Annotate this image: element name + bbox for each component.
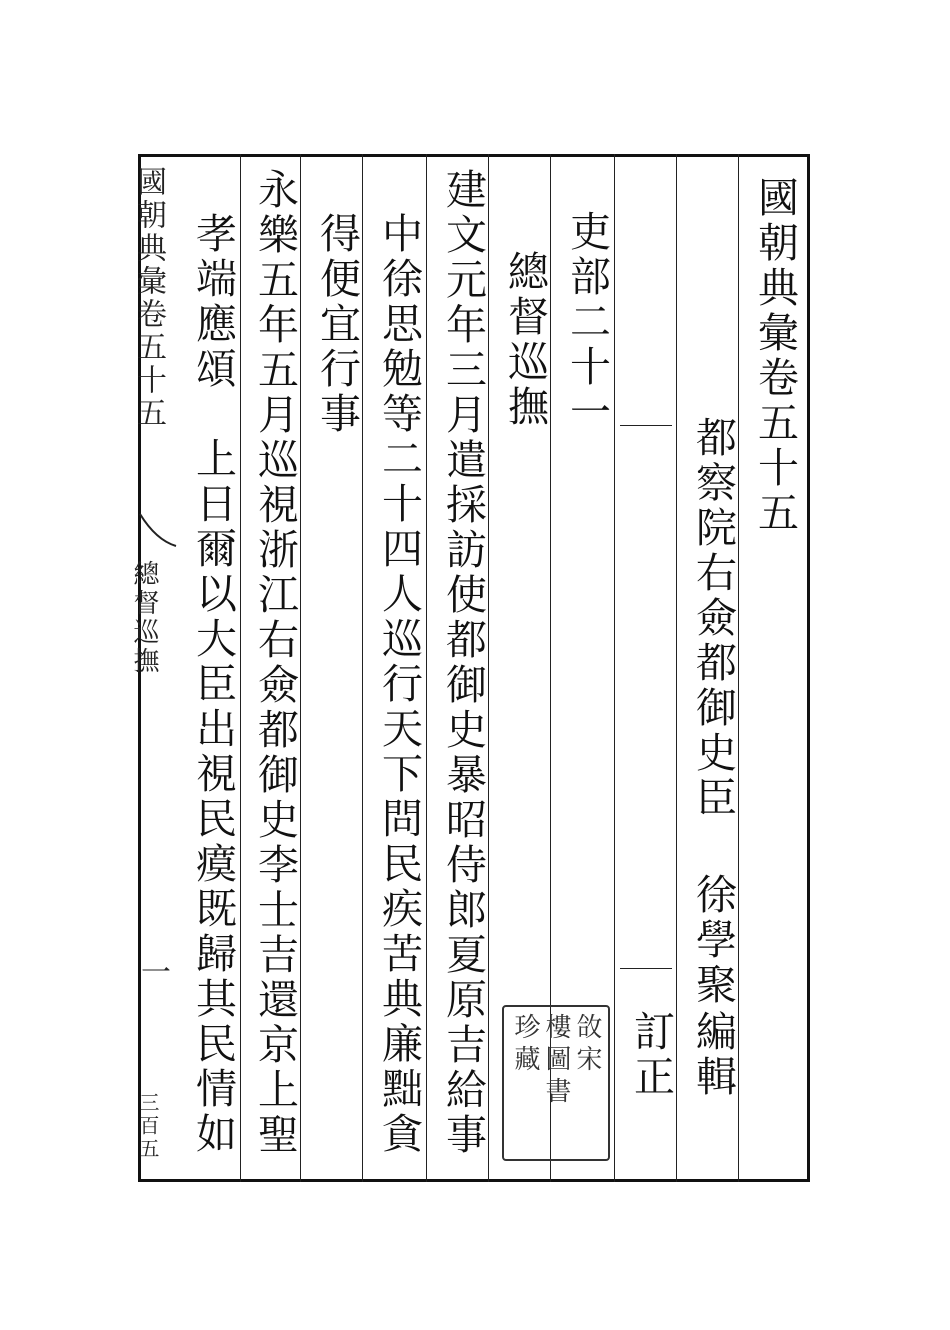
- section-heading: 吏部二十一: [563, 210, 611, 435]
- seal-column-2: 樓圖書: [541, 1013, 571, 1109]
- subsection-heading: 總督巡撫: [501, 250, 549, 430]
- column-rule: [676, 154, 677, 1182]
- volume-title: 國朝典彙卷五十五: [751, 176, 799, 536]
- seal-column-3: 珍藏: [510, 1013, 540, 1077]
- column-rule: [614, 154, 615, 1182]
- author-role: 編輯: [689, 1010, 737, 1100]
- text-column-5: 孝端應頌 上日爾以大臣出視民瘼既歸其民情如: [189, 212, 237, 1157]
- bottom-note: 三百五: [136, 1092, 160, 1161]
- column-rule: [240, 154, 241, 1182]
- divider: [620, 968, 672, 969]
- column-rule: [300, 154, 301, 1182]
- column-rule: [426, 154, 427, 1182]
- text-column-2: 中徐思勉等二十四人巡行天下問民疾苦典廉黜貪: [375, 212, 423, 1157]
- column-rule: [738, 154, 739, 1182]
- collector-seal: [502, 1005, 610, 1161]
- page-number: 一: [135, 956, 170, 989]
- text-column-3: 得便宜行事: [313, 212, 361, 437]
- running-title: 國朝典彙卷五十五: [131, 166, 166, 430]
- text-column-4: 永樂五年五月巡視浙江右僉都御史李士吉還京上聖: [251, 168, 299, 1158]
- section-note: 總督巡撫: [129, 560, 159, 676]
- text-column-1: 建文元年三月遣採訪使都御史暴昭侍郎夏原吉給事: [439, 168, 487, 1158]
- fold-mark: [138, 510, 178, 550]
- revise-label: 訂正: [627, 1010, 675, 1100]
- column-rule: [488, 154, 489, 1182]
- author-line: 都察院右僉都御史臣 徐學聚: [689, 416, 737, 1008]
- column-rule: [362, 154, 363, 1182]
- divider: [620, 425, 672, 426]
- seal-column-1: 㪉宋: [572, 1013, 602, 1077]
